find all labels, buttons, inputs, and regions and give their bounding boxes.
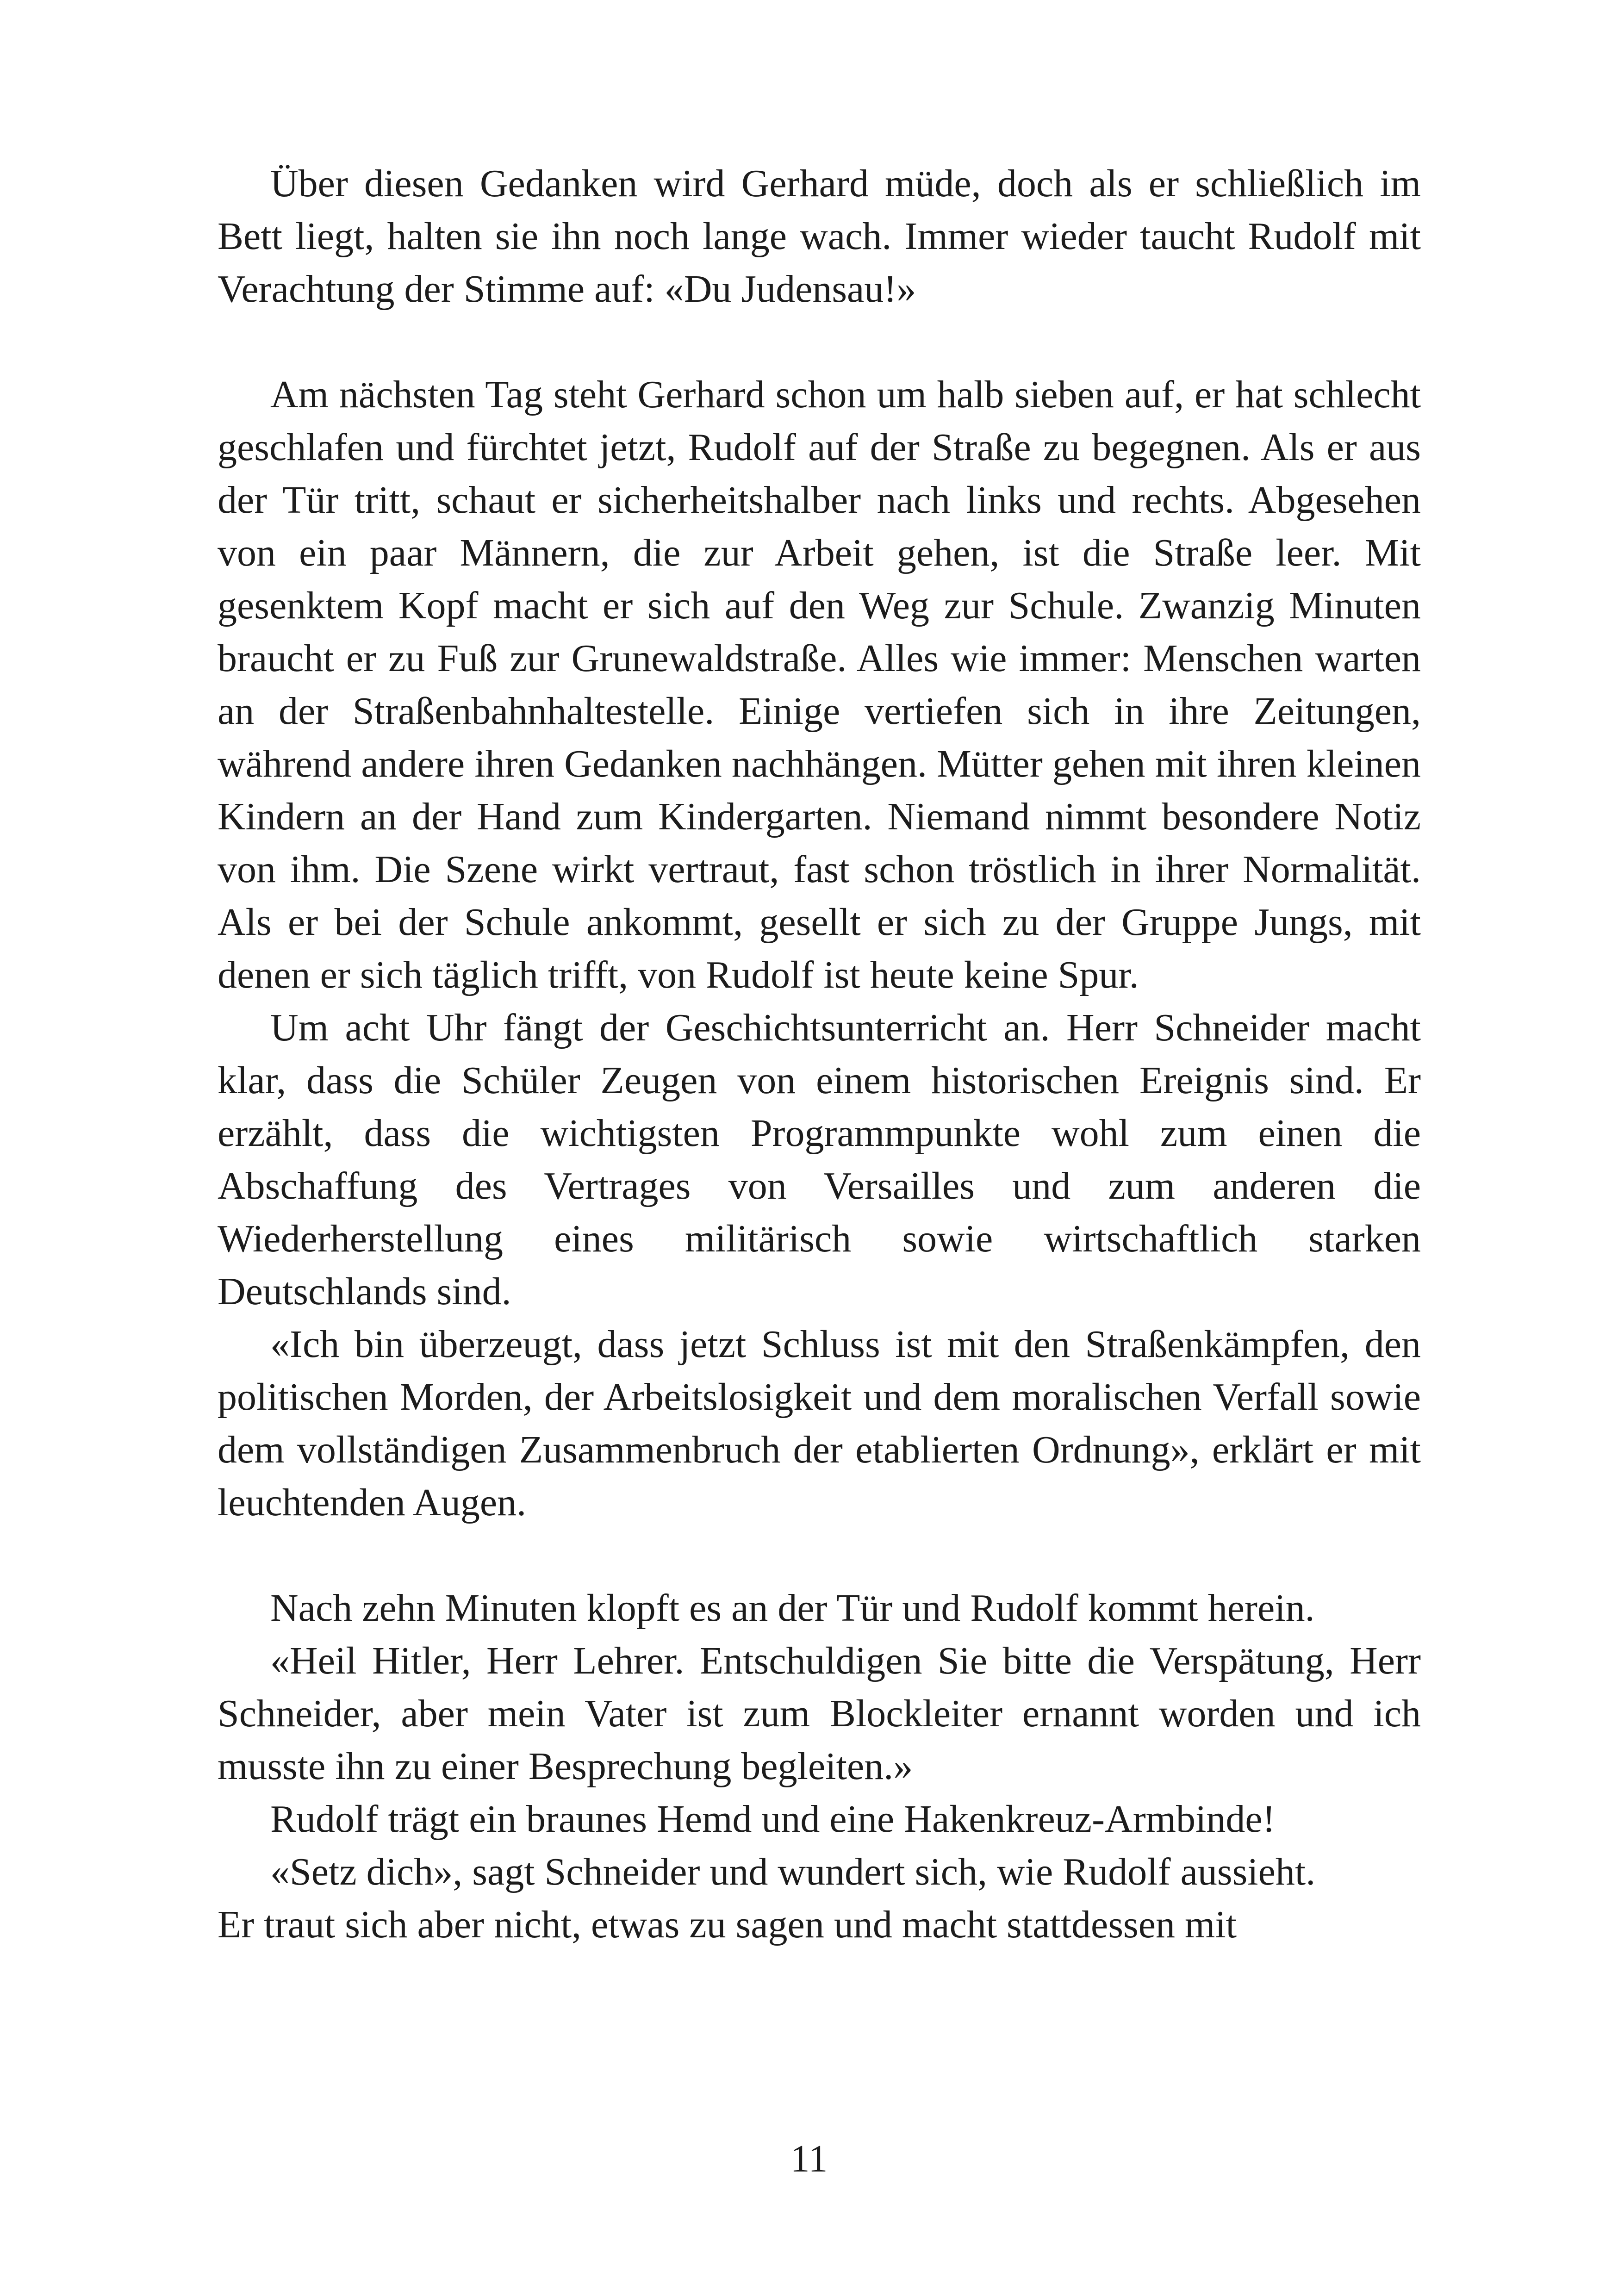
page-number: 11 [790,2137,828,2180]
paragraph: Am nächsten Tag steht Gerhard schon um halb sieben auf, er hat schlecht geschlafen und fürchtet jetzt, Rudolf auf der Straße zu begegnen. Als er aus der Tür tritt, schaut er sicherheitshalber nach links und rechts. Abgesehen von ein paar Männern, die zur Arbeit gehen, ist die Straße leer. Mit gesenktem Kopf macht er sich auf den Weg zur Schule. Zwanzig Minuten braucht er zu Fuß zur Grunewaldstraße. Alles wie immer: Menschen warten an der Straßenbahnhaltestelle. Einige vertiefen sich in ihre Zeitungen, während andere ihren Gedanken nachhängen. Mütter gehen mit ihren kleinen Kindern an der Hand zum Kindergarten. Niemand nimmt besondere Notiz von ihm. Die Szene wirkt vertraut, fast schon tröstlich in ihrer Normalität. Als er bei der Schule ankommt, gesellt er sich zu der Gruppe Jungs, mit denen er sich täglich trifft, von Rudolf ist heute keine Spur. [218,373,1421,996]
paragraph: Nach zehn Minuten klopft es an der Tür und Rudolf kommt herein. [270,1587,1315,1630]
paragraph: Um acht Uhr fängt der Geschichtsunterricht an. Herr Schneider macht klar, dass die Schüler Zeugen von einem historischen Ereignis sind. Er erzählt, dass die wichtigsten Programmpunkte wohl zum einen die Abschaffung des Vertrages von Versailles und zum anderen die Wiederherstellung eines militärisch sowie wirtschaftlich starken Deutschlands sind. [218,1006,1421,1313]
paragraph: «Ich bin überzeugt, dass jetzt Schluss ist mit den Straßenkämpfen, den politischen Morden, der Arbeitslosigkeit und dem moralischen Verfall sowie dem vollständigen Zusammenbruch der etablierten Ordnung», erklärt er mit leuchtenden Augen. [218,1323,1421,1524]
paragraph: «Heil Hitler, Herr Lehrer. Entschuldigen Sie bitte die Verspätung, Herr Schneider, aber mein Vater ist zum Blockleiter ernannt worden und ich musste ihn zu einer Besprechung begleiten.» [218,1639,1421,1788]
paragraph: «Setz dich», sagt Schneider und wundert sich, wie Rudolf aussieht. [270,1850,1316,1893]
paragraph: Über diesen Gedanken wird Gerhard müde, doch als er schließlich im Bett liegt, halten sie ihn noch lange wach. Immer wieder taucht Rudolf mit Verachtung der Stimme auf: «Du Judensau!» [218,162,1421,311]
paragraph: Er traut sich aber nicht, etwas zu sagen und macht stattdessen mit [218,1903,1237,1946]
paragraph: Rudolf trägt ein braunes Hemd und eine Hakenkreuz-Armbinde! [270,1798,1276,1841]
body-text [218,157,1421,1951]
